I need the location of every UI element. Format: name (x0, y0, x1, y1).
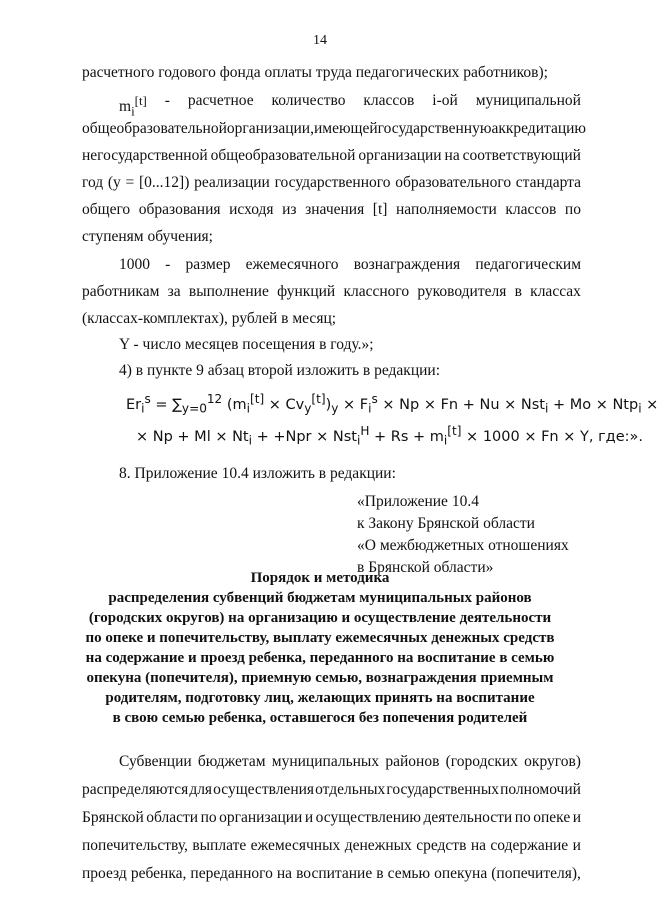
formula-line-1: $Er_i^s = \sum_{y=0}^{12}$ $(m_i[t] \times Cv_y[t])_y \times F_i^s \times Np \times Fn + Nu \times Nst_i + Mo \times Ntp_i$ × (126, 392, 658, 416)
text-line: $m_i[t]$ - расчетное количество классов i-ой муниципальной (119, 92, 581, 119)
text-line: негосударственной общеобразовательной организации на соответствующий (82, 147, 581, 164)
appendix-header-line: «Приложение 10.4 (357, 493, 479, 510)
body-line: Брянской области по организации и осуществлению деятельности по опеке и (82, 809, 581, 826)
section-heading-line: распределения субвенций бюджетам муниципальных районов (108, 590, 532, 606)
body-line: попечительству, выплате ежемесячных денежных средств на содержание и (82, 837, 581, 854)
appendix-header-line: к Закону Брянской области (357, 515, 535, 532)
text-line: 4) в пункте 9 абзац второй изложить в редакции: (119, 362, 441, 379)
section-heading-line: родителям, подготовку лиц, желающих принять на воспитание (105, 690, 535, 706)
item-8: 8. Приложение 10.4 изложить в редакции: (119, 465, 396, 482)
text-line: ступеням обучения; (82, 228, 213, 245)
appendix-header-line: «О межбюджетных отношениях (357, 537, 569, 554)
section-heading-line: в свою семью ребенка, оставшегося без попечения родителей (112, 710, 528, 726)
text-line: расчетного годового фонда оплаты труда педагогических работников); (82, 64, 548, 81)
body-line: проезд ребенка, переданного на воспитание в семью опекуна (попечителя), (82, 865, 581, 882)
text-line: 1000 - размер ежемесячного вознаграждения педагогическим (119, 256, 581, 273)
section-heading-line: Порядок и методика (250, 570, 390, 586)
section-heading-line: (городских округов) на организацию и осуществление деятельности (88, 610, 552, 626)
section-heading-line: опекуна (попечителя), приемную семью, вознаграждения приемным (86, 670, 554, 686)
text-line: (классах-комплектах), рублей в месяц; (82, 310, 337, 327)
section-heading-line: по опеке и попечительству, выплату ежемесячных денежных средств (85, 630, 555, 646)
page-number: 14 (313, 33, 327, 48)
section-heading-line: на содержание и проезд ребенка, переданного на воспитание в семью (85, 650, 555, 666)
text-line: Y - число месяцев посещения в году.»; (119, 336, 374, 353)
body-line: Субвенции бюджетам муниципальных районов (городских округов) (119, 753, 581, 770)
body-line: распределяются для осуществления отдельных государственных полномочий (82, 781, 581, 798)
text-line: общего образования исходя из значения [t] наполняемости классов по (82, 201, 581, 218)
text-line: общеобразовательной организации, имеющей государственную аккредитацию (82, 120, 586, 137)
appendix-header-line: в Брянской области» (357, 559, 494, 576)
text-line: работникам за выполнение функций классного руководителя в классах (82, 283, 581, 300)
formula-line-2: × $Np + Ml \times Nt_i + +Npr \times Nst_i^H + Rs + m_i[t] \times 1000 \times Fn \times Y$, где:». (136, 424, 643, 448)
text-line: год (y = [0...12]) реализации государственного образовательного стандарта (82, 174, 581, 191)
